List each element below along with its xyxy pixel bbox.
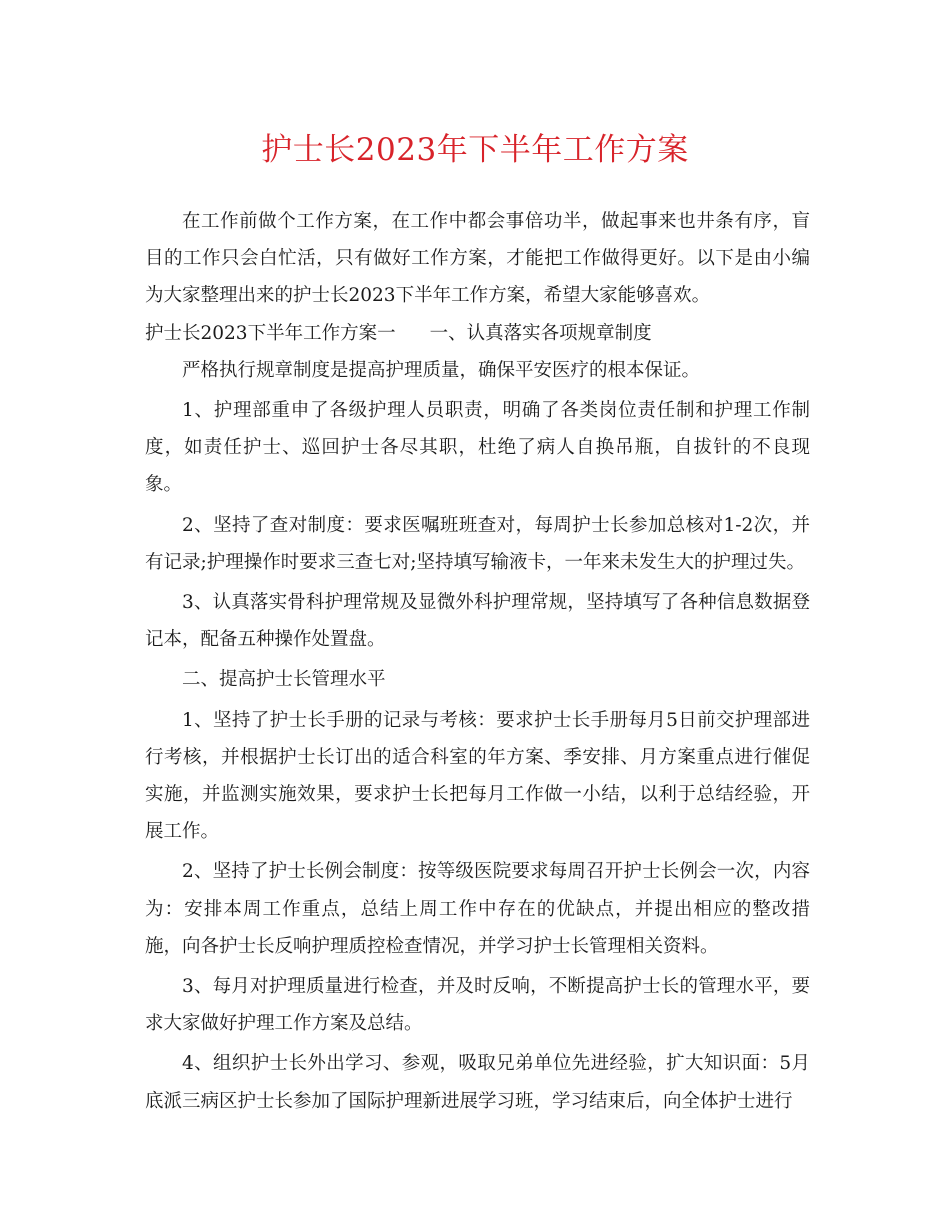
s1-item-2: 2、坚持了查对制度：要求医嘱班班查对，每周护士长参加总核对1-2次，并有记录;护理操作时要求三查七对;坚持填写输液卡，一年来未发生大的护理过失。 [145, 514, 810, 573]
section1-heading: 一、认真落实各项规章制度 [429, 322, 652, 344]
s2-item-4: 4、组织护士长外出学习、参观，吸取兄弟单位先进经验，扩大知识面：5月底派三病区护士长参加了国际护理新进展学习班，学习结束后，向全体护士进行 [145, 1053, 810, 1112]
document-body [145, 203, 810, 1120]
s2-item-3: 3、每月对护理质量进行检查，并及时反响，不断提高护士长的管理水平，要求大家做好护理工作方案及总结。 [145, 976, 810, 1035]
plan-heading-line [145, 315, 810, 352]
s2-item-2: 2、坚持了护士长例会制度：按等级医院要求每周召开护士长例会一次，内容为：安排本周工作重点，总结上周工作中存在的优缺点，并提出相应的整改措施，向各护士长反响护理质控检查情况，并学习护士长管理相关资料。 [145, 861, 810, 957]
plan-label: 护士长2023下半年工作方案一 [145, 322, 396, 344]
s1-item-1: 1、护理部重申了各级护理人员职责，明确了各类岗位责任制和护理工作制度，如责任护士、巡回护士各尽其职，杜绝了病人自换吊瓶，自拔针的不良现象。 [145, 400, 810, 496]
section1-lead: 严格执行规章制度是提高护理质量，确保平安医疗的根本保证。 [182, 359, 701, 381]
document-title: 护士长2023年下半年工作方案 [261, 132, 689, 168]
s1-item-3: 3、认真落实骨科护理常规及显微外科护理常规，坚持填写了各种信息数据登记本，配备五种操作处置盘。 [145, 592, 810, 651]
section2-heading: 二、提高护士长管理水平 [182, 669, 386, 691]
intro-paragraph: 在工作前做个工作方案，在工作中都会事倍功半，做起事来也井条有序，盲目的工作只会白忙活，只有做好工作方案，才能把工作做得更好。以下是由小编为大家整理出来的护士长2023下半年工作方案，希望大家能够喜欢。 [145, 211, 810, 307]
s2-item-1: 1、坚持了护士长手册的记录与考核：要求护士长手册每月5日前交护理部进行考核，并根据护士长订出的适合科室的年方案、季安排、月方案重点进行催促实施，并监测实施效果，要求护士长把每月工作做一小结，以利于总结经验，开展工作。 [145, 709, 810, 843]
